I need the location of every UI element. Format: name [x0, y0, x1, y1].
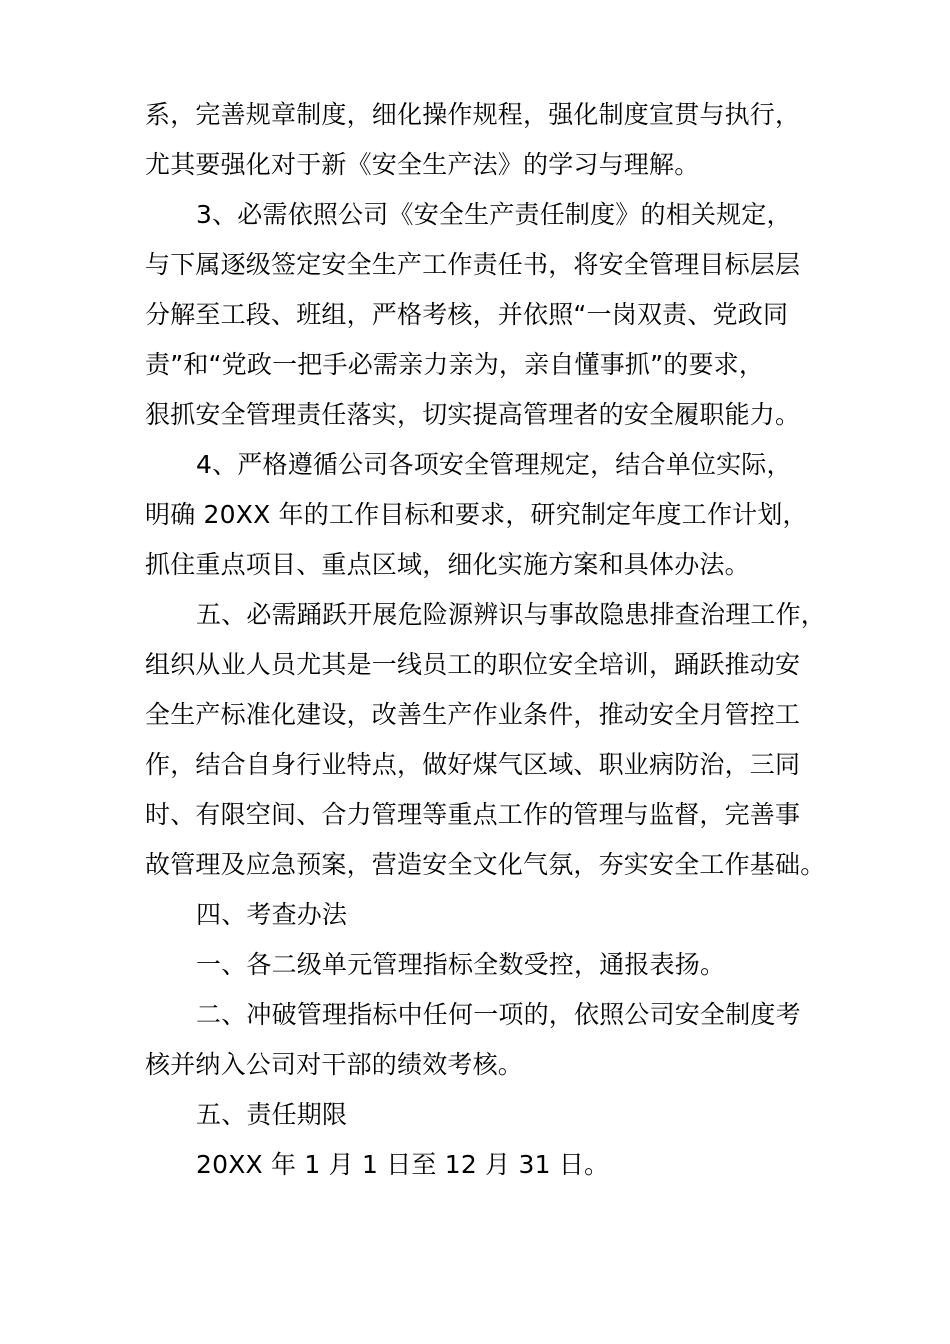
text-line: 分解至工段、班组，严格考核，并依照“一岗双责、党政同 — [145, 300, 789, 329]
text-line: 系，完善规章制度，细化操作规程，强化制度宣贯与执行， — [145, 100, 801, 129]
text-line: 与下属逐级签定安全生产工作责任书，将安全管理目标层层 — [145, 250, 801, 279]
text-line: 抓住重点项目、重点区域，细化实施方案和具体办法。 — [145, 550, 750, 579]
section-heading: 五、责任期限 — [196, 1100, 348, 1129]
section-heading: 四、考查办法 — [196, 900, 348, 929]
text-line: 4、严格遵循公司各项安全管理规定，结合单位实际， — [196, 450, 792, 479]
text-line: 时、有限空间、合力管理等重点工作的管理与监督，完善事 — [145, 800, 801, 829]
text-line: 核并纳入公司对干部的绩效考核。 — [145, 1050, 524, 1079]
text-line: 二、冲破管理指标中任何一项的，依照公司安全制度考 — [196, 1000, 801, 1029]
text-line: 明确 20XX 年的工作目标和要求，研究制定年度工作计划， — [145, 500, 808, 529]
text-line: 组织从业人员尤其是一线员工的职位安全培训，踊跃推动安 — [145, 650, 801, 679]
text-line: 3、必需依照公司《安全生产责任制度》的相关规定， — [196, 200, 792, 229]
text-line: 狠抓安全管理责任落实，切实提高管理者的安全履职能力。 — [145, 400, 801, 429]
text-line: 五、必需踊跃开展危险源辨识与事故隐患排查治理工作， — [196, 600, 827, 629]
text-line: 尤其要强化对于新《安全生产法》的学习与理解。 — [145, 150, 700, 179]
text-line: 全生产标准化建设，改善生产作业条件，推动安全月管控工 — [145, 700, 801, 729]
text-line: 一、各二级单元管理指标全数受控，通报表扬。 — [196, 950, 726, 979]
text-line: 故管理及应急预案，营造安全文化气氛，夯实安全工作基础。 — [145, 850, 826, 879]
text-line: 责”和“党政一把手必需亲力亲为，亲自懂事抓”的要求， — [145, 350, 765, 379]
text-line: 作，结合自身行业特点，做好煤气区域、职业病防治，三同 — [145, 750, 801, 779]
text-line: 20XX 年 1 月 1 日至 12 月 31 日。 — [196, 1150, 610, 1179]
